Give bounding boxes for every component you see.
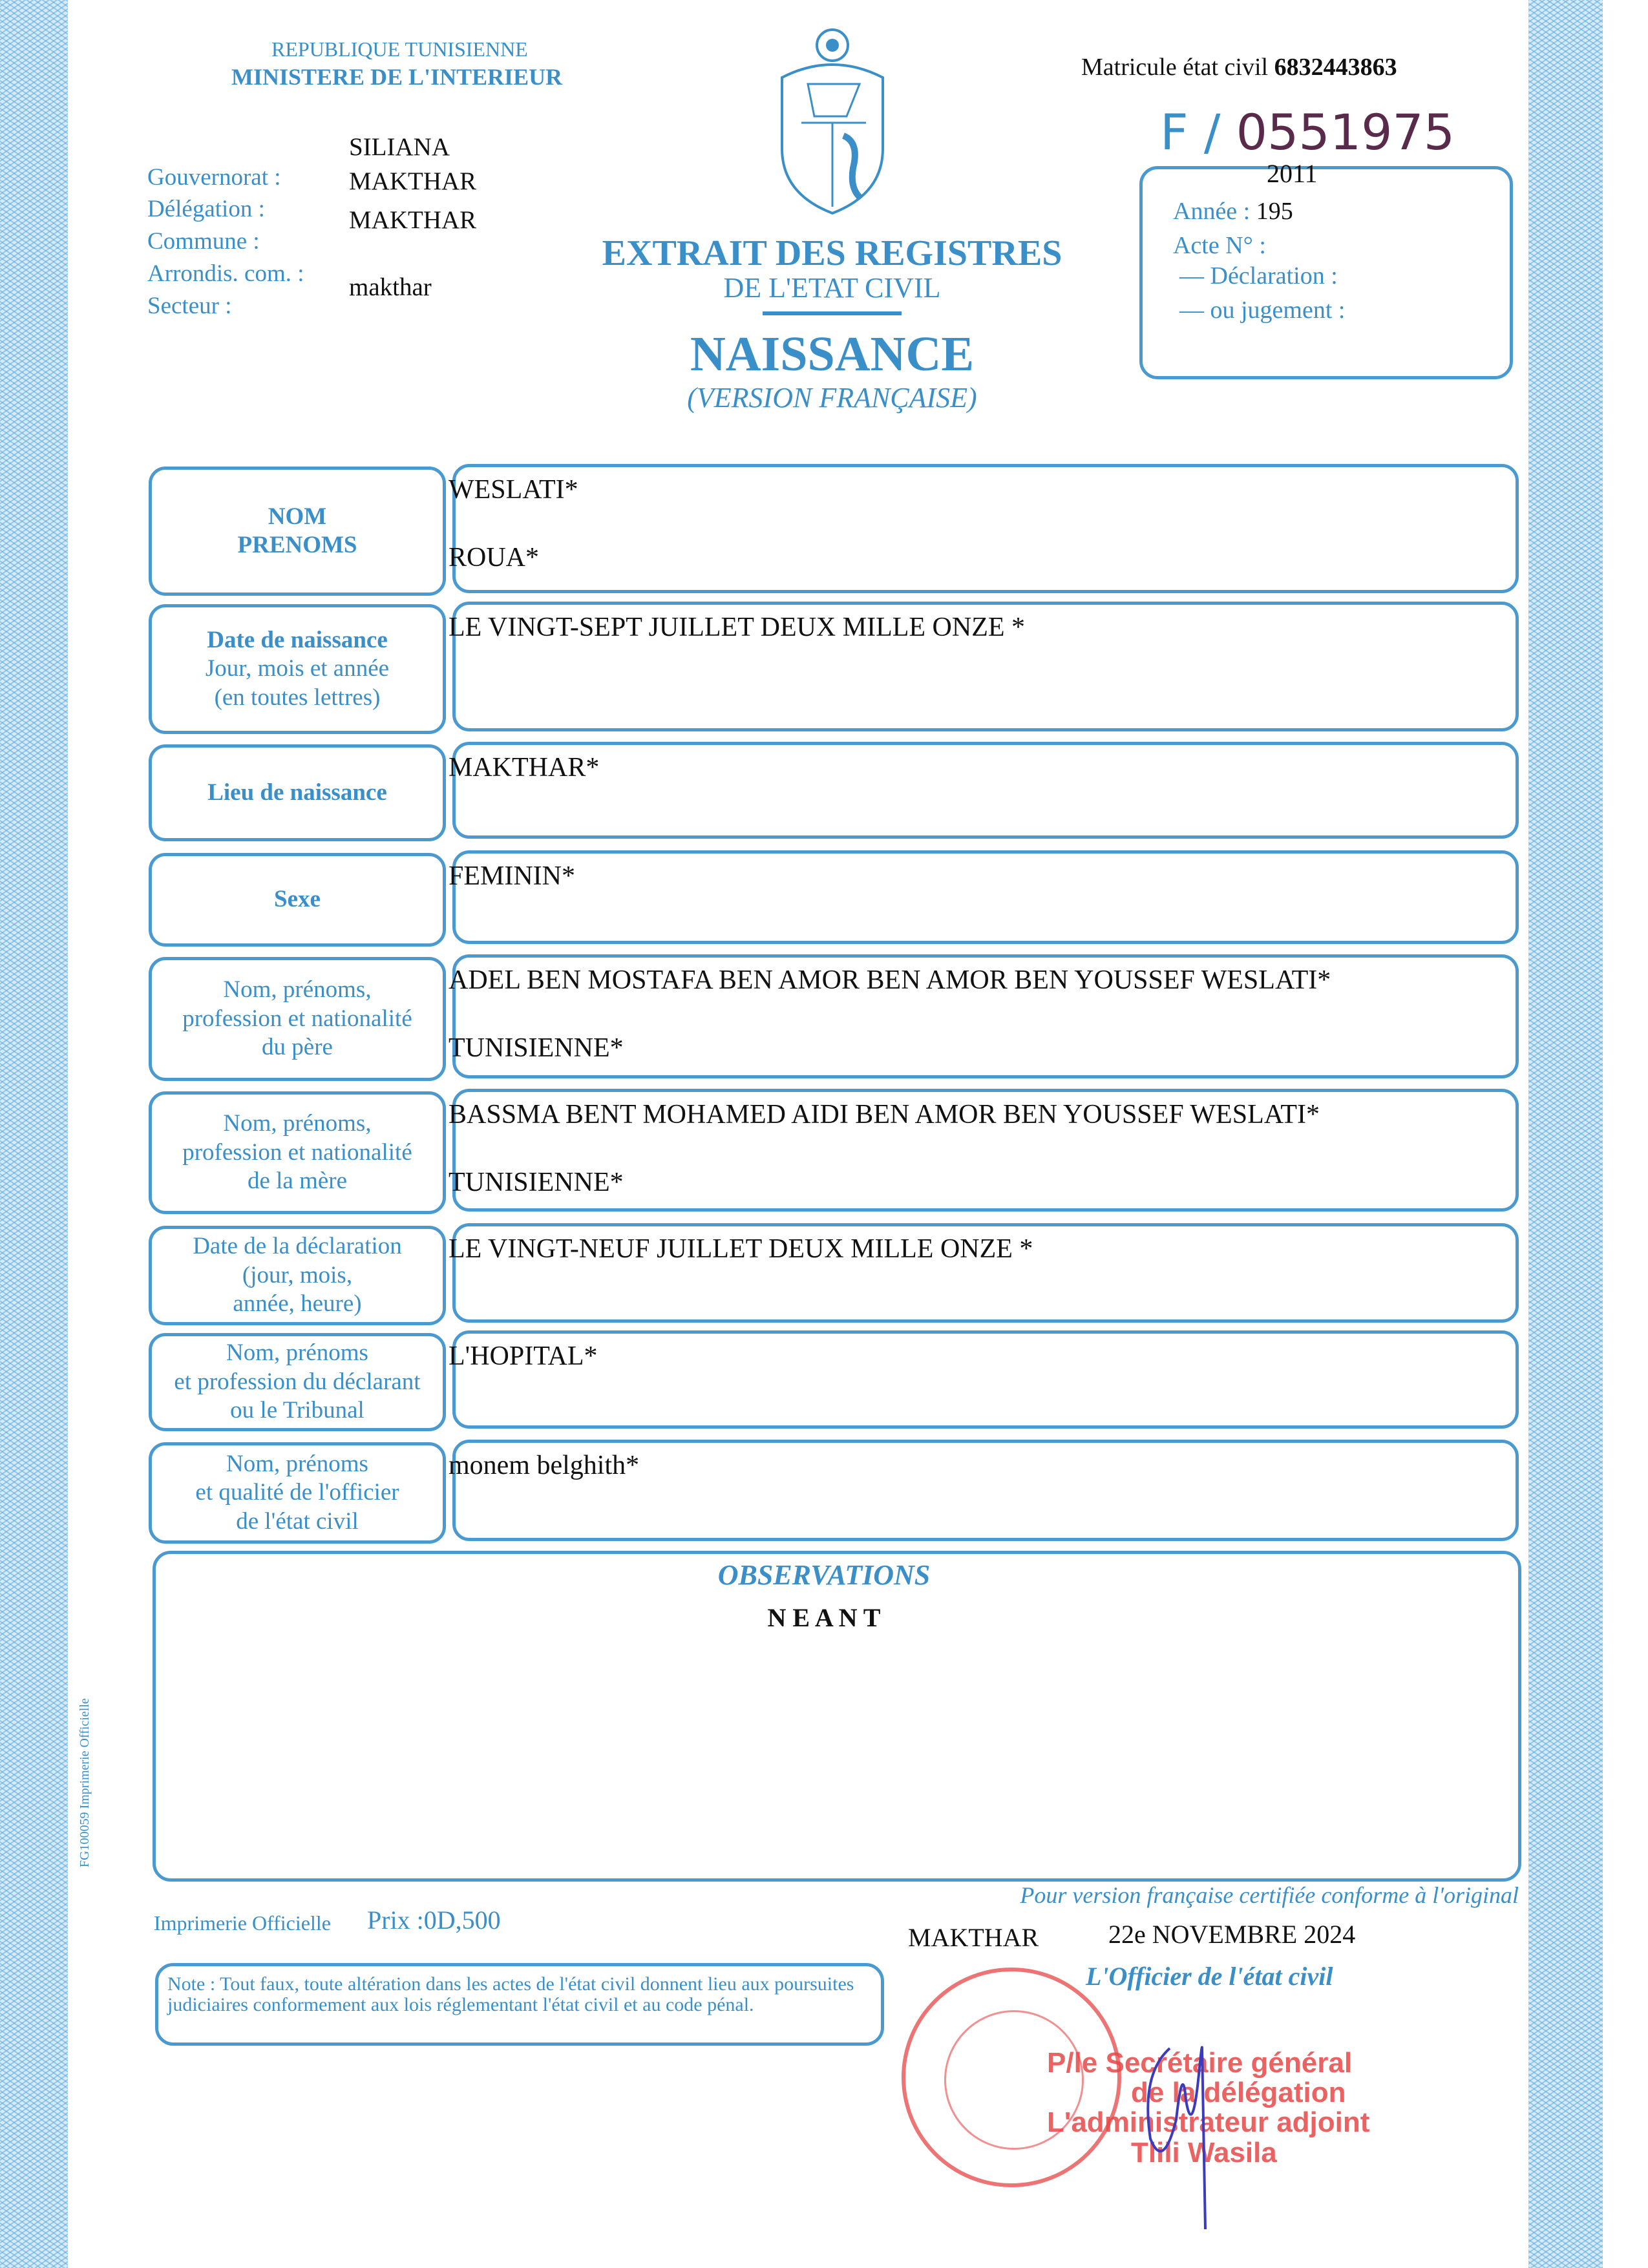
certified-label: Pour version française certifiée conforme à l'original xyxy=(1020,1882,1519,1908)
declaration-label: — Déclaration : xyxy=(1179,262,1338,289)
birth-place-value: MAKTHAR* xyxy=(449,753,600,782)
secteur-label: Secteur : xyxy=(147,293,232,319)
title-divider xyxy=(763,311,902,315)
note-box xyxy=(155,1963,884,2046)
serial-prefix: F / xyxy=(1160,103,1221,161)
matricule-value: 6832443863 xyxy=(1274,54,1397,81)
name-value: WESLATI* xyxy=(449,475,578,505)
title-line1: EXTRAIT DES REGISTRES xyxy=(602,233,1062,273)
label-line: Sexe xyxy=(274,886,321,913)
title-line2: DE L'ETAT CIVIL xyxy=(723,272,941,304)
sex-value-box xyxy=(452,850,1519,944)
birth-date-value: LE VINGT-SEPT JUILLET DEUX MILLE ONZE * xyxy=(449,613,1026,642)
declarant-label xyxy=(149,1333,446,1431)
matricule-label: Matricule état civil xyxy=(1081,54,1269,81)
mother-value: TUNISIENNE* xyxy=(449,1168,624,1197)
label-line: année, heure) xyxy=(233,1290,362,1318)
label-line: NOM xyxy=(268,503,327,530)
commune-value: MAKTHAR xyxy=(349,206,477,234)
declarant-value: L'HOPITAL* xyxy=(449,1341,598,1371)
stamp-line: Tlili Wasila xyxy=(1131,2136,1277,2168)
label-line: ou le Tribunal xyxy=(230,1397,364,1424)
label-line: PRENOMS xyxy=(237,532,357,558)
declaration-date-value: LE VINGT-NEUF JUILLET DEUX MILLE ONZE * xyxy=(449,1234,1033,1264)
declarant-value-box xyxy=(452,1330,1519,1429)
coat-of-arms-icon xyxy=(769,26,898,220)
father-value: TUNISIENNE* xyxy=(449,1033,624,1063)
arrondissement-label: Arrondis. com. : xyxy=(147,260,304,287)
date: 22e NOVEMBRE 2024 xyxy=(1108,1920,1356,1949)
side-print: FG100059 Imprimerie Officielle xyxy=(78,1698,92,1867)
republic-label: REPUBLIQUE TUNISIENNE xyxy=(271,37,528,61)
label-line: Nom, prénoms, xyxy=(223,1110,372,1137)
label-line: Nom, prénoms xyxy=(226,1339,368,1367)
label-line: Nom, prénoms, xyxy=(223,976,372,1003)
acte-year: 2011 xyxy=(1267,159,1318,188)
label-line: du père xyxy=(262,1034,333,1061)
label-line: Nom, prénoms xyxy=(226,1450,368,1477)
sex-value: FEMININ* xyxy=(449,861,575,891)
ministry-label: MINISTERE DE L'INTERIEUR xyxy=(231,64,563,90)
commune-label: Commune : xyxy=(147,228,260,255)
birth-place-label xyxy=(149,744,446,841)
serial-number: 0551975 xyxy=(1236,103,1455,161)
stamp-line: L'administrateur adjoint xyxy=(1047,2106,1370,2139)
observations-title: OBSERVATIONS xyxy=(717,1559,931,1591)
name-value: ROUA* xyxy=(449,543,540,572)
officer-label xyxy=(149,1442,446,1544)
stamp-line: P/le Secrétaire général xyxy=(1047,2047,1353,2079)
sex-label xyxy=(149,853,446,947)
printer-label: Imprimerie Officielle xyxy=(154,1911,331,1935)
label-line: Jour, mois et année xyxy=(205,655,390,682)
gouvernorat-label: Gouvernorat : xyxy=(147,164,281,191)
birth-place-value-box xyxy=(452,742,1519,839)
declaration-date-label xyxy=(149,1226,446,1325)
acte-label: Acte N° : xyxy=(1173,232,1266,259)
version-label: (VERSION FRANÇAISE) xyxy=(687,382,977,414)
label-line: de la mère xyxy=(247,1168,348,1195)
label-line: et qualité de l'officier xyxy=(195,1479,399,1506)
annee-value: 195 xyxy=(1256,198,1293,225)
birth-date-label xyxy=(149,604,446,734)
naissance-title: NAISSANCE xyxy=(690,327,975,381)
label-line: (jour, mois, xyxy=(242,1261,353,1288)
name-value-box xyxy=(452,464,1519,593)
label-line: (en toutes lettres) xyxy=(214,684,381,711)
mother-label xyxy=(149,1091,446,1214)
label-line: profession et nationalité xyxy=(182,1139,412,1166)
name-label xyxy=(149,467,446,596)
delegation-label: Délégation : xyxy=(147,196,265,222)
delegation-value: MAKTHAR xyxy=(349,167,477,195)
note-text: Note : Tout faux, toute altération dans les actes de l'état civil donnent lieu aux poursuites judiciaires conformement aux lois réglementant l'état civil et au code pénal. xyxy=(167,1973,854,2015)
father-label xyxy=(149,957,446,1081)
label-line: et profession du déclarant xyxy=(174,1368,421,1395)
stamp-line: de la délégation xyxy=(1131,2077,1346,2109)
label-line: Date de naissance xyxy=(207,626,388,653)
observations-box xyxy=(153,1551,1521,1882)
place: MAKTHAR xyxy=(908,1923,1039,1952)
price-label: Prix :0D,500 xyxy=(367,1906,501,1935)
mother-value: BASSMA BENT MOHAMED AIDI BEN AMOR BEN YOUSSEF WESLATI* xyxy=(449,1100,1320,1129)
arrondissement-value: makthar xyxy=(349,273,432,301)
officer-label: L'Officier de l'état civil xyxy=(1086,1962,1333,1991)
matricule xyxy=(1081,53,1397,81)
gouvernorat-value: SILIANA xyxy=(349,133,450,161)
father-value: ADEL BEN MOSTAFA BEN AMOR BEN AMOR BEN YOUSSEF WESLATI* xyxy=(449,965,1331,995)
signature xyxy=(1137,2022,1241,2229)
label-line: Date de la déclaration xyxy=(193,1233,402,1260)
label-line: Lieu de naissance xyxy=(207,779,387,806)
jugement-label: — ou jugement : xyxy=(1179,297,1346,324)
serial xyxy=(1160,103,1455,161)
label-line: de l'état civil xyxy=(236,1507,359,1535)
label-line: profession et nationalité xyxy=(182,1005,412,1032)
officer-value: monem belghith* xyxy=(449,1451,640,1480)
observations-value: N E A N T xyxy=(767,1603,881,1632)
annee-label: Année : xyxy=(1173,198,1251,225)
annee xyxy=(1173,197,1293,226)
